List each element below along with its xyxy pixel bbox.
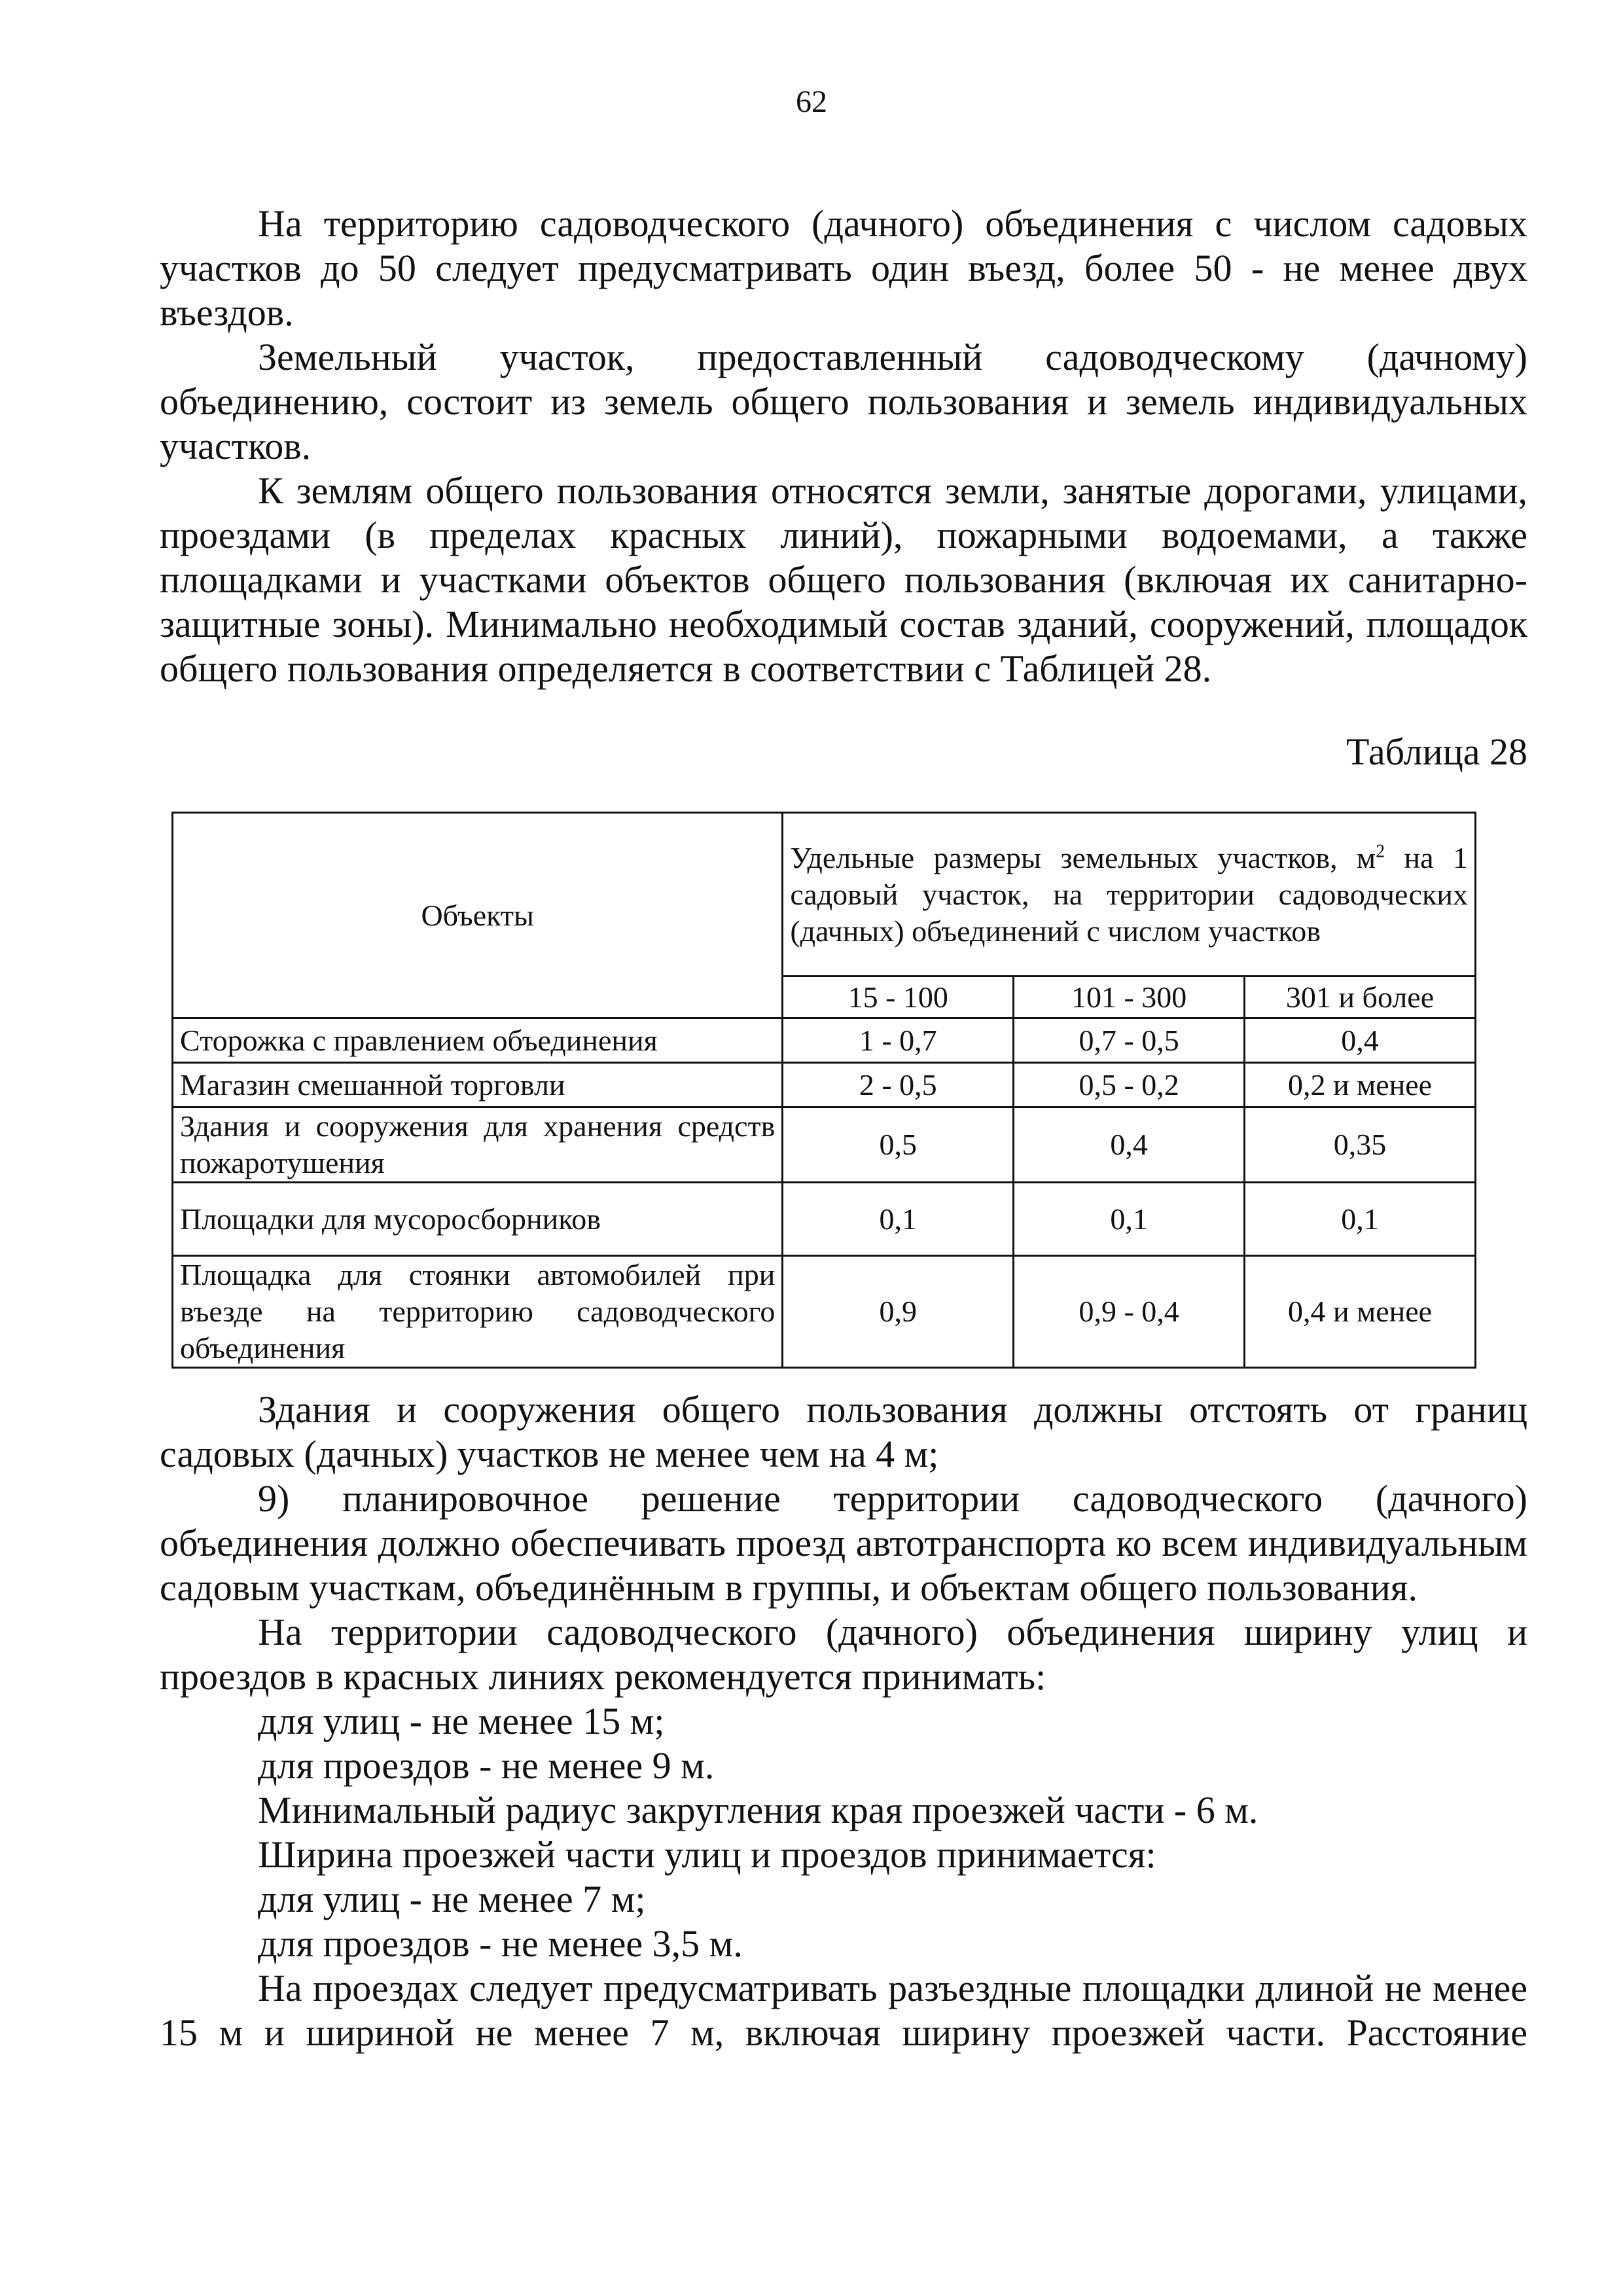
row-object: Площадка для стоянки автомобилей при въезде на территорию садоводческого объединения xyxy=(173,1256,783,1368)
row-value-1: 2 - 0,5 xyxy=(783,1063,1014,1107)
row-value-3: 0,1 xyxy=(1245,1183,1476,1256)
row-value-2: 0,1 xyxy=(1014,1183,1245,1256)
row-value-2: 0,5 - 0,2 xyxy=(1014,1063,1245,1107)
range-head-2: 101 - 300 xyxy=(1014,977,1245,1018)
table-header-row xyxy=(173,813,1476,977)
paragraph-radius: Минимальный радиус закругления края проезжей части - 6 м. xyxy=(258,1789,1258,1831)
row-value-3: 0,35 xyxy=(1245,1107,1476,1183)
row-value-2: 0,9 - 0,4 xyxy=(1014,1256,1245,1368)
table-row xyxy=(173,1018,1476,1063)
paragraph-planning: 9) планировочное решение территории садоводческого (дачного) объединения должно обеспечивать проезд автотранспорта ко всем индивидуальным садовым участкам, объединённым в группы, и объектам общего пользования. xyxy=(160,1477,1527,1609)
paragraph-distance: Здания и сооружения общего пользования должны отстоять от границ садовых (дачных) участков не менее чем на 4 м; xyxy=(160,1388,1527,1475)
header-sizes-rest: на 1 садовый участок, на территории садоводческих (дачных) объединений с числом участков xyxy=(790,840,1468,948)
header-sizes xyxy=(783,813,1476,977)
paragraph-streets-15: для улиц - не менее 15 м; xyxy=(258,1700,665,1742)
row-value-3: 0,4 xyxy=(1245,1018,1476,1063)
after-table-text xyxy=(160,1388,1527,2055)
range-head-1: 15 - 100 xyxy=(783,977,1014,1018)
header-sizes-main: Удельные размеры земельных участков, м xyxy=(790,840,1376,874)
row-value-3: 0,4 и менее xyxy=(1245,1256,1476,1368)
paragraph-carriageway: Ширина проезжей части улиц и проездов принимается: xyxy=(258,1833,1156,1876)
row-value-1: 0,1 xyxy=(783,1183,1014,1256)
objects-table xyxy=(171,812,1476,1369)
table-row xyxy=(173,1183,1476,1256)
paragraph-passing-areas: На проездах следует предусматривать разъездные площадки длиной не менее 15 м и шириной не менее 7 м, включая ширину проезжей части. Расстояние xyxy=(160,1967,1527,2054)
row-object: Сторожка с правлением объединения xyxy=(173,1018,783,1063)
row-value-1: 1 - 0,7 xyxy=(783,1018,1014,1063)
paragraph-entrances: На территорию садоводческого (дачного) объединения с числом садовых участков до 50 следует предусматривать один въезд, более 50 - не менее двух въездов. xyxy=(160,202,1527,334)
row-object: Магазин смешанной торговли xyxy=(173,1063,783,1107)
paragraph-land-plot: Земельный участок, предоставленный садоводческому (дачному) объединению, состоит из земель общего пользования и земель индивидуальных участков. xyxy=(160,336,1527,467)
table-row xyxy=(173,1063,1476,1107)
range-head-3: 301 и более xyxy=(1245,977,1476,1018)
table-caption: Таблица 28 xyxy=(1346,730,1527,773)
header-sizes-sup: 2 xyxy=(1376,841,1385,862)
row-value-2: 0,4 xyxy=(1014,1107,1245,1183)
row-value-3: 0,2 и менее xyxy=(1245,1063,1476,1107)
paragraph-passages-9: для проездов - не менее 9 м. xyxy=(258,1744,715,1787)
row-object: Площадки для мусоросборников xyxy=(173,1183,783,1256)
paragraph-passages-3-5: для проездов - не менее 3,5 м. xyxy=(258,1922,743,1965)
header-objects: Объекты xyxy=(173,813,783,1018)
row-value-2: 0,7 - 0,5 xyxy=(1014,1018,1245,1063)
page-number: 62 xyxy=(796,84,827,119)
row-value-1: 0,5 xyxy=(783,1107,1014,1183)
table-row xyxy=(173,1256,1476,1368)
paragraph-common-land: К землям общего пользования относятся земли, занятые дорогами, улицами, проездами (в пределах красных линий), пожарными водоемами, а также площадками и участками объектов общего пользования (включая их санитарно-защитные зоны). Минимально необходимый состав зданий, сооружений, площадок общего пользования определяется в соответствии с Таблицей 28. xyxy=(160,469,1527,690)
table-row xyxy=(173,1107,1476,1183)
paragraph-streets-7: для улиц - не менее 7 м; xyxy=(258,1878,646,1920)
paragraph-street-width: На территории садоводческого (дачного) объединения ширину улиц и проездов в красных линиях рекомендуется принимать: xyxy=(160,1611,1527,1698)
row-value-1: 0,9 xyxy=(783,1256,1014,1368)
row-object: Здания и сооружения для хранения средств пожаротушения xyxy=(173,1107,783,1183)
intro-text xyxy=(160,202,1527,691)
